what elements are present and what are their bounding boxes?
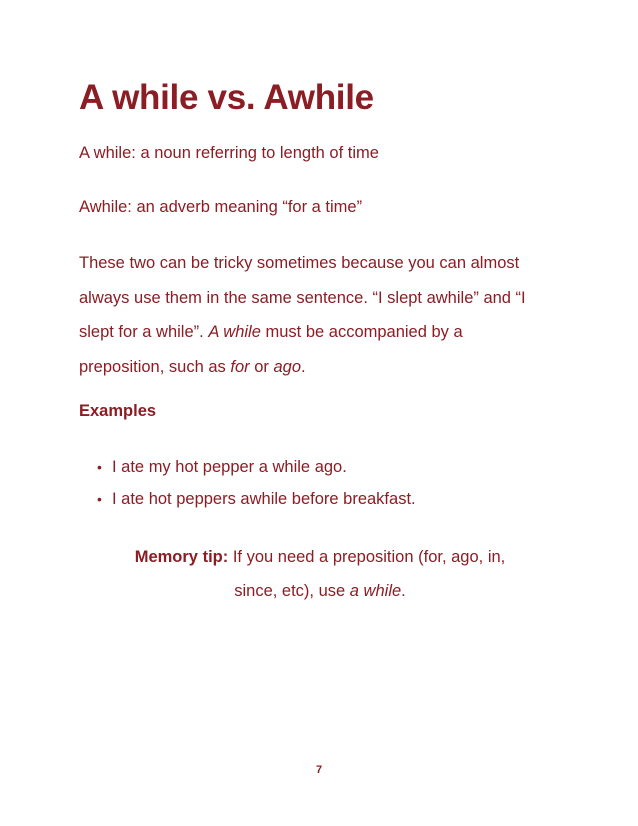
memory-tip-line-2 [60,574,580,608]
memory-tip-label: Memory tip: [134,548,229,566]
definition-a-while: A while: a noun referring to length of time [79,144,379,162]
memory-tip [60,540,580,608]
paragraph-line-4-period: . [301,357,306,376]
paragraph-line-4-emphasis-for: for [230,357,250,376]
paragraph-line-2: always use them in the same sentence. “I slept awhile” and “I [79,288,526,307]
definition-awhile: Awhile: an adverb meaning “for a time” [79,198,363,216]
paragraph-line-3-start: slept for a while”. [79,323,204,341]
examples-list [97,456,416,520]
bullet-icon: • [97,459,102,475]
memory-tip-emphasis: a while [349,582,402,600]
memory-tip-text-1: If you need a preposition (for, ago, in, [232,548,506,566]
example-text: I ate hot peppers awhile before breakfast. [112,490,416,508]
list-item [97,456,416,488]
page-number: 7 [315,764,323,776]
paragraph-line-4 [79,350,569,385]
paragraph-line-4-emphasis-ago: ago [273,357,302,376]
list-item [97,488,416,520]
example-text: I ate my hot pepper a while ago. [112,458,347,476]
paragraph-line-3 [79,315,569,350]
memory-tip-text-2: since, etc), use [234,582,346,600]
paragraph-line-3-emphasis: A while [208,323,261,341]
paragraph-line-3-end: must be accompanied by a [265,323,463,341]
page-title: A while vs. Awhile [79,78,374,117]
paragraph-line-4-start: preposition, such as [79,357,226,376]
paragraph-line-1: These two can be tricky sometimes because you can almost [79,254,520,272]
memory-tip-period: . [401,582,406,600]
memory-tip-line-1 [60,540,580,574]
bullet-icon: • [97,491,102,507]
examples-heading: Examples [79,402,157,420]
paragraph-line-4-or: or [254,357,269,376]
explanation-paragraph [79,246,569,384]
